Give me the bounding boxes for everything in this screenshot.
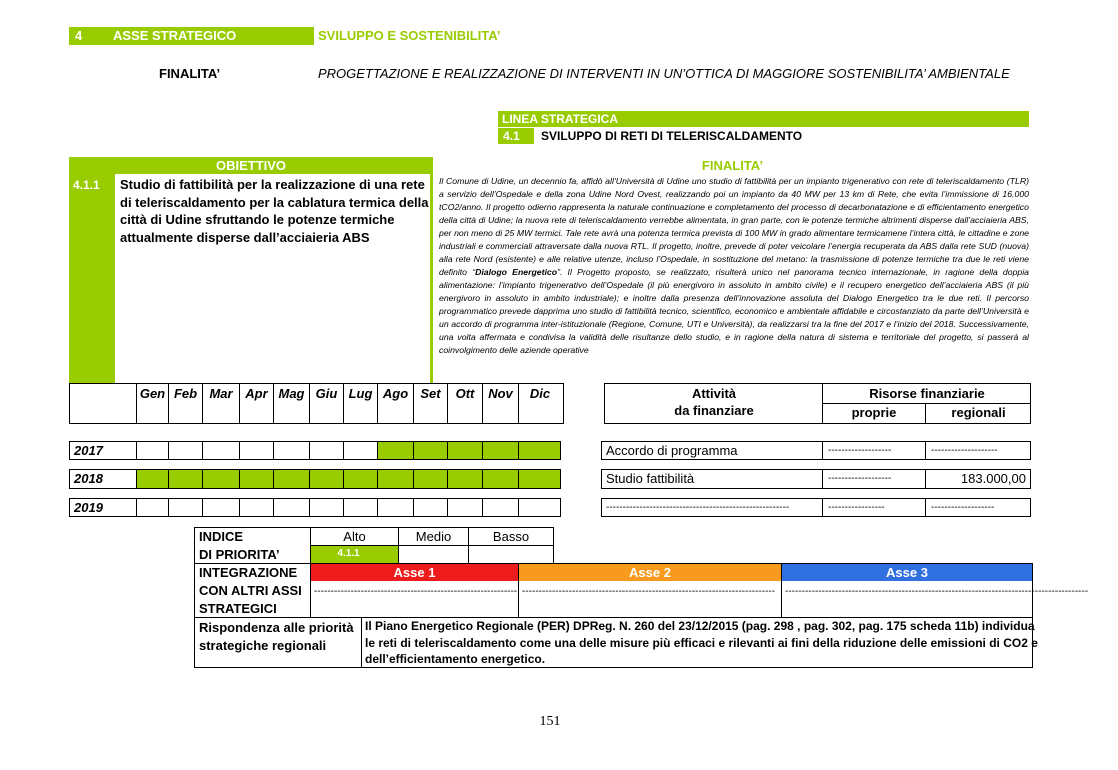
month-cell-active [310,470,344,488]
finance-header [604,383,1031,424]
finance-proprie-header: proprie [851,405,897,420]
asse2-value: ---------------------------------------------------------------------------- [522,586,776,597]
finance-row [601,469,1031,489]
year-label-divider [70,442,137,459]
month-cell-active [519,442,560,459]
month-column [519,384,561,423]
calendar-header [69,383,564,424]
month-cell-active [137,470,169,488]
finance-proprie: ------------------- [828,445,892,456]
month-cell [169,499,203,516]
month-cell-active [274,470,310,488]
linea-title: SVILUPPO DI RETI DI TELERISCALDAMENTO [541,129,803,143]
obiettivo-right-border [430,174,433,384]
month-cell-active [203,470,240,488]
month-cell-active [448,442,483,459]
finalita-obiettivo-header: FINALITA’ [701,158,764,173]
priorita-label-line2: DI PRIORITA’ [199,547,280,562]
finance-regionali: -------------------- [931,445,998,456]
rispondenza-table [194,617,1038,668]
calendar-corner-cell [70,384,137,423]
month-cell [310,442,344,459]
month-cell [169,442,203,459]
asse3-value: ------------------------------------------------------------------------------------------- [785,586,1089,597]
month-column [344,384,378,423]
finalita-text-bold: Dialogo Energetico [475,266,558,277]
linea-number: 4.1 [503,129,520,143]
integrazione-table [194,563,1089,618]
month-label: Mar [209,386,233,401]
finance-subheader-line [823,403,1031,404]
month-cell [344,442,378,459]
month-column [274,384,310,423]
month-cell-active [414,470,448,488]
obiettivo-text: Studio di fattibilità per la realizzazione di una rete di teleriscaldamento per la cablatura termica della città di Udine sfruttando le potenze termiche attualmente disperse dall’acciaieria ABS [120,177,429,245]
finance-row [601,441,1031,460]
month-cell-active [483,470,519,488]
finalita-label: FINALITA’ [159,66,221,81]
finance-attivita: Studio fattibilità [606,471,695,486]
month-label: Lug [348,386,373,401]
month-cell [414,499,448,516]
finance-attivita-line2: da finanziare [674,403,754,418]
asse3-label: Asse 3 [886,565,928,580]
month-cell [344,499,378,516]
month-cell-active [483,442,519,459]
month-cell-active [344,470,378,488]
month-label: Dic [529,386,551,401]
rispondenza-divider [361,618,362,668]
month-cell [240,442,274,459]
month-cell-active [519,470,560,488]
month-column [448,384,483,423]
asse1-value: ------------------------------------------------------------- [314,586,518,597]
month-label: Ott [455,386,475,401]
month-cell-active [240,470,274,488]
month-cell [378,499,414,516]
month-label: Feb [173,386,198,401]
priorita-alto: Alto [343,529,366,544]
asse1-label: Asse 1 [393,565,436,580]
month-column [414,384,448,423]
month-column [203,384,240,423]
month-label: Giu [315,386,338,401]
finance-proprie: ------------------- [828,473,892,484]
finalita-text-part2: ”. Il Progetto proposto, se realizzato, risulterà unico nel panorama tecnico internazionale, in ragione della doppia alimentazione: l’impianto trigenerativo dell’Ospedale (il più energivoro in assoluto in ambito civile) e il recupero energetico dell’acciaieria ABS (il più energivoro in assoluto in ambito industriale); e inoltre dalla presenza dell’innovazione assoluta del Dialogo Energetico tra le due reti. Il percorso programmatico prevede dapprima uno studio di fattibilità tecnico, scientifico, economico e ambientale affidabile e circostanziato da parte dell’Università e un accordo di programma inter-istituzionale (Regione, Comune, UTI e Università), da realizzarsi tra la fine del 2017 e l’inizio del 2018. Successivamente, una volta affermata e condivisa la validità delle risultanze dello studio, e in ragione della natura di sistema e territoriale del progetto, si passerà al coinvolgimento delle aziende operative [439,266,1029,355]
finalita-text-part1: Il Comune di Udine, un decennio fa, affidò all’Università di Udine uno studio di fattibilità per un impianto trigenerativo con rete di teleriscaldamento (TLR) a servizio dell’Ospedale e della zona Udine Nord Ovest, realizzando poi un impianto da 40 MW per 13 km di Rete, che evita l’immissione di 16.000 tCO2/anno. Il progetto odierno rappresenta la naturale continuazione e completamento del processo di decarbonatazione e di efficientamento energetico della città di Udine; la nuova rete di teleriscaldamento verrebbe alimentata, in gran parte, con le potenze termiche altrimenti disperse dall’acciaieria ABS, per non meno di 25 MW termici. Tale rete avrà una potenza termica prevista di 100 MW in grado alimentare termicamene l’intera città, le cittadine e zone industriali e commerciali attraversate dalla nuova RTL. Il progetto, inoltre, prevede di poter veicolare l’energia recuperata da ABS dalla rete SUD (nuova) alla rete Nord (esistente) e alle relative utenze, incluso l’Ospedale, in sostituzione del metano: la trasmissione di potenze termiche tra due le reti viene definito “ [439,176,1029,277]
obiettivo-number: 4.1.1 [73,178,100,192]
finance-proprie: ----------------- [828,502,885,513]
month-cell [274,499,310,516]
month-label: Apr [245,386,268,401]
linea-strategica-label: LINEA STRATEGICA [502,112,618,126]
asse-label: ASSE STRATEGICO [113,28,237,43]
year-label-2018: 2018 [74,471,103,486]
finance-attivita-line1: Attività [691,386,737,401]
finance-risorse-header: Risorse finanziarie [869,386,985,401]
finalita-text: PROGETTAZIONE E REALIZZAZIONE DI INTERVENTI IN UN’OTTICA DI MAGGIORE SOSTENIBILITA’ AMBIENTALE [318,66,1010,81]
finance-attivita: ------------------------------------------------------- [606,502,790,513]
rispondenza-label-line1: Rispondenza alle priorità [199,620,354,635]
month-column [483,384,519,423]
priorita-table [194,527,554,564]
month-cell [137,442,169,459]
month-label: Nov [488,386,513,401]
month-cell [203,499,240,516]
asse-number: 4 [75,28,83,43]
year-row-2019 [69,498,561,517]
page-number: 151 [539,714,561,729]
month-column [137,384,169,423]
priorita-value: 4.1.1 [337,548,360,559]
rispondenza-label-line2: strategiche regionali [199,638,327,653]
year-row-2018 [69,469,561,489]
month-label: Mag [278,386,305,401]
month-label: Set [420,386,441,401]
month-column [310,384,344,423]
year-row-2017 [69,441,561,460]
finance-row [601,498,1031,517]
finance-attivita: Accordo di programma [606,443,738,458]
finance-regionali-header: regionali [951,405,1006,420]
month-cell [448,499,483,516]
year-label-divider [70,499,137,516]
month-cell [240,499,274,516]
integrazione-label-line3: STRATEGICI [199,601,277,616]
integrazione-label-line2: CON ALTRI ASSI [199,583,302,598]
priorita-label-line1: INDICE [199,529,244,544]
month-column [169,384,203,423]
month-cell-active [414,442,448,459]
month-cell [203,442,240,459]
obiettivo-header: OBIETTIVO [215,158,287,173]
asse2-label: Asse 2 [629,565,671,580]
finance-regionali: 183.000,00 [960,471,1026,486]
month-cell [483,499,519,516]
priorita-basso: Basso [492,529,530,544]
year-label-divider [70,470,137,488]
priorita-medio: Medio [415,529,452,544]
month-cell [274,442,310,459]
month-column [378,384,414,423]
month-column [240,384,274,423]
finance-regionali: ------------------- [931,502,995,513]
month-label: Ago [382,386,409,401]
year-label-2017: 2017 [74,443,103,458]
obiettivo-number-cell [69,174,115,384]
rispondenza-line1: Il Piano Energetico Regionale (PER) DPReg. N. 260 del 23/12/2015 (pag. 298 , pag. 302, pag. 175 scheda 11b) individua [365,619,1035,633]
priorita-divider [553,528,554,564]
month-cell-active [448,470,483,488]
month-cell [310,499,344,516]
asse-title: SVILUPPO E SOSTENIBILITA’ [318,28,501,43]
month-label: Gen [139,386,166,401]
year-label-2019: 2019 [74,500,103,515]
rispondenza-line2: le reti di teleriscaldamento come una delle misure più efficaci e rilevanti ai fini della riduzione delle emissioni di CO2 e [365,636,1038,650]
rispondenza-line3: dell’efficientamento energetico. [365,652,546,666]
month-cell [519,499,560,516]
month-cell-active [169,470,203,488]
finalita-obiettivo-text [439,175,1029,357]
month-cell-active [378,470,414,488]
month-cell [137,499,169,516]
month-cell-active [378,442,414,459]
integrazione-label-line1: INTEGRAZIONE [199,565,298,580]
